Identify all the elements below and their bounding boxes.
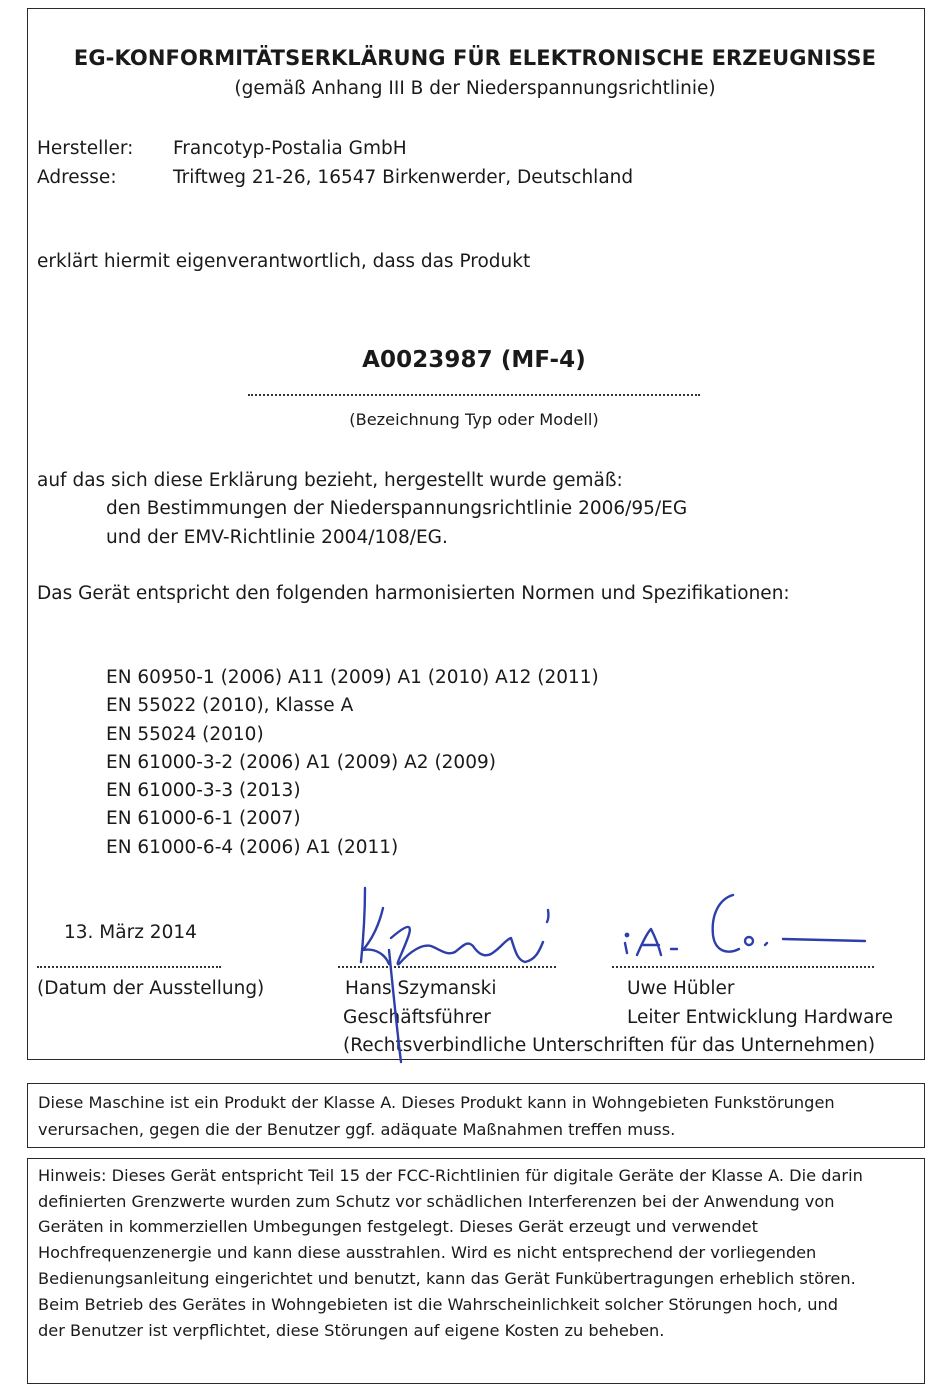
legal-signature-caption: (Rechtsverbindliche Unterschriften für das Unternehmen) — [343, 1035, 876, 1056]
date-dotted-line — [37, 966, 221, 968]
fcc-line: definierten Grenzwerte wurden zum Schutz vor schädlichen Interferenzen bei der Anwendung von — [38, 1192, 835, 1211]
standard-item: EN 55022 (2010), Klasse A — [106, 695, 354, 716]
product-dotted-line — [248, 394, 700, 396]
signature-szymanski — [335, 880, 575, 1070]
standard-item: EN 61000-3-2 (2006) A1 (2009) A2 (2009) — [106, 752, 496, 773]
signer2-prefix: i.A. — [645, 963, 647, 964]
standard-item: EN 61000-6-1 (2007) — [106, 808, 301, 829]
issue-date: 13. März 2014 — [64, 922, 197, 943]
document-title: EG-KONFORMITÄTSERKLÄRUNG FÜR ELEKTRONISCHE ERZEUGNISSE — [73, 46, 877, 70]
fcc-line: Geräten in kommerziellen Umbegungen festgelegt. Dieses Gerät erzeugt und verwendet — [38, 1217, 758, 1236]
address-label: Adresse: — [37, 167, 117, 188]
manufacturer-label: Hersteller: — [37, 138, 134, 159]
standard-item: EN 55024 (2010) — [106, 724, 264, 745]
standard-item: EN 60950-1 (2006) A11 (2009) A1 (2010) A12 (2011) — [106, 667, 599, 688]
standard-item: EN 61000-6-4 (2006) A1 (2011) — [106, 837, 399, 858]
signer1-role: Geschäftsführer — [343, 1007, 491, 1028]
signer2-role: Leiter Entwicklung Hardware — [627, 1007, 893, 1028]
directive-line-2: und der EMV-Richtlinie 2004/108/EG. — [106, 527, 448, 548]
signer2-name: Uwe Hübler — [627, 978, 735, 999]
fcc-line: Beim Betrieb des Gerätes in Wohngebieten ist die Wahrscheinlichkeit solcher Störungen hoch, und — [38, 1295, 839, 1314]
directive-line-1: den Bestimmungen der Niederspannungsrichtlinie 2006/95/EG — [106, 498, 688, 519]
manufacturer-value: Francotyp-Postalia GmbH — [173, 138, 407, 159]
fcc-line: der Benutzer ist verpflichtet, diese Störungen auf eigene Kosten zu beheben. — [38, 1321, 665, 1340]
signer2-dotted-line — [612, 966, 874, 968]
document-subtitle: (gemäß Anhang III B der Niederspannungsrichtlinie) — [234, 78, 716, 99]
standards-intro: Das Gerät entspricht den folgenden harmonisierten Normen und Spezifikationen: — [37, 583, 790, 604]
date-caption: (Datum der Ausstellung) — [37, 978, 265, 999]
product-caption: (Bezeichnung Typ oder Modell) — [349, 410, 599, 429]
notice-line-2: verursachen, gegen die der Benutzer ggf. adäquate Maßnahmen treffen muss. — [38, 1120, 676, 1139]
declaration-intro: erklärt hiermit eigenverantwortlich, dass das Produkt — [37, 251, 531, 272]
fcc-line: Hochfrequenzenergie und kann diese ausstrahlen. Wird es nicht entsprechend der vorliegenden — [38, 1243, 817, 1262]
notice-line-1: Diese Maschine ist ein Produkt der Klasse A. Dieses Produkt kann in Wohngebieten Funkstörungen — [38, 1093, 835, 1112]
fcc-line: Hinweis: Dieses Gerät entspricht Teil 15 der FCC-Richtlinien für digitale Geräte der Klasse A. Die darin — [38, 1166, 863, 1185]
fcc-line: Bedienungsanleitung eingerichtet und benutzt, kann das Gerät Funkübertragungen erheblich stören. — [38, 1269, 856, 1288]
standard-item: EN 61000-3-3 (2013) — [106, 780, 301, 801]
address-value: Triftweg 21-26, 16547 Birkenwerder, Deutschland — [173, 167, 634, 188]
signature-huebler — [615, 885, 875, 965]
signer1-name: Hans Szymanski — [345, 978, 497, 999]
product-model: A0023987 (MF-4) — [362, 347, 586, 373]
directives-intro: auf das sich diese Erklärung bezieht, hergestellt wurde gemäß: — [37, 470, 623, 491]
